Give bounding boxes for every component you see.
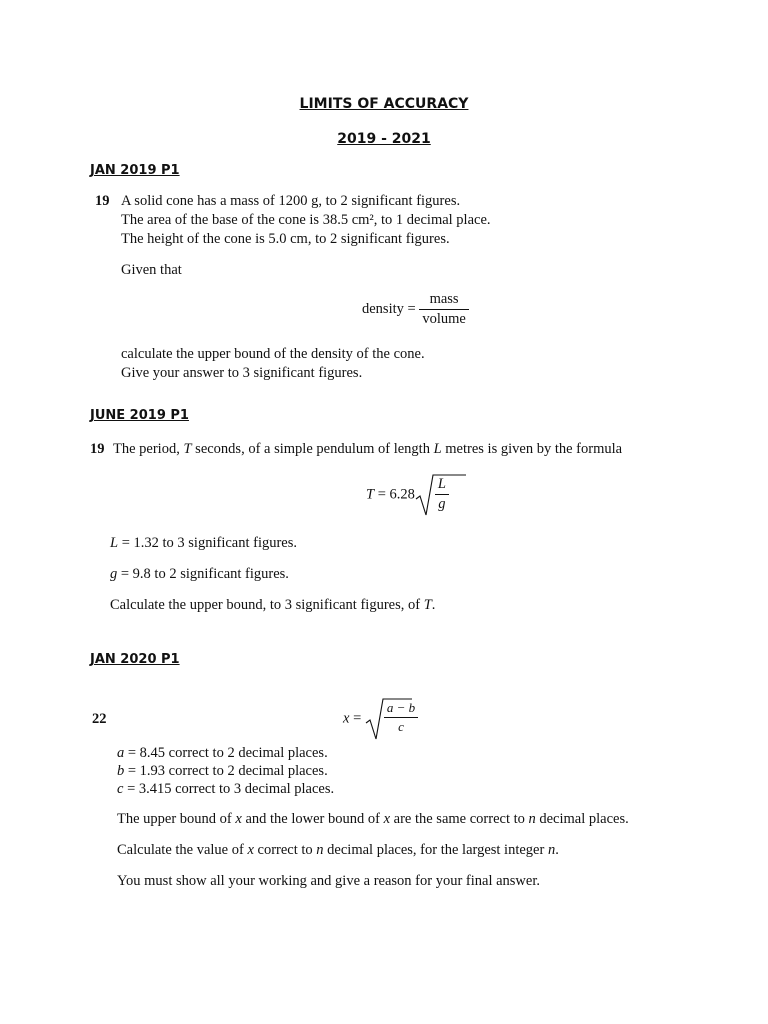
density-formula [362,291,469,328]
text-span: = 1.93 correct to 2 decimal places. [124,763,328,779]
variable-x: x [383,811,391,827]
square-root [365,697,416,741]
variable-T: T [366,486,375,503]
text-span: decimal places, for the largest integer [323,842,548,858]
fraction [384,700,418,735]
variable-x: x [343,710,350,727]
question-intro [113,441,622,458]
variable-a: a [117,745,125,761]
question-number: 19 [95,193,110,209]
text-span: seconds, of a simple pendulum of length [191,441,434,457]
question-text-line: calculate the upper bound of the density of the cone. [121,346,425,362]
text-span: decimal places. [535,811,629,827]
statement-text [117,811,629,828]
text-span: Calculate the value of [117,842,248,858]
section-label-jan-2020: JAN 2020 P1 [90,652,180,667]
fraction [419,291,469,328]
section-label-june-2019: JUNE 2019 P1 [90,408,189,423]
task-text [110,597,435,614]
variable-g: g [110,566,118,582]
fraction-denominator: g [438,496,446,512]
section-label-jan-2019: JAN 2019 P1 [90,163,180,178]
instruction-text: You must show all your working and give a reason for your final answer. [117,873,540,889]
square-root [415,473,467,517]
variable-L: L [433,441,442,457]
text-span: correct to [253,842,317,858]
question-text-line: The area of the base of the cone is 38.5 cm², to 1 decimal place. [121,212,491,228]
text-span: The period, [113,441,184,457]
given-L [110,535,297,552]
formula-lhs: = [349,710,365,727]
text-span: = 1.32 to 3 significant figures. [118,535,298,551]
text-span: . [555,842,559,858]
text-span: and the lower bound of [241,811,384,827]
question-text-line: A solid cone has a mass of 1200 g, to 2 significant figures. [121,193,461,209]
text-span: = 8.45 correct to 2 decimal places. [124,745,328,761]
question-text-line: Give your answer to 3 significant figures. [121,365,363,381]
variable-n: n [547,842,556,858]
text-span: = 3.415 correct to 3 decimal places. [123,781,335,797]
text-span: Calculate the upper bound, to 3 significant figures, of [110,597,424,613]
formula-lhs: density = [362,301,416,317]
variable-n: n [316,842,324,858]
x-formula [343,697,416,741]
question-number: 22 [92,711,107,727]
fraction [435,476,449,513]
variable-T: T [423,597,432,613]
given-b [117,763,328,780]
variable-n: n [528,811,536,827]
calc-text [117,842,559,859]
text-span: The upper bound of [117,811,236,827]
fraction-denominator: volume [422,311,466,327]
variable-x: x [247,842,254,858]
fraction-numerator: mass [419,291,469,310]
variable-T: T [183,441,192,457]
variable-b: b [117,763,125,779]
question-text-line: The height of the cone is 5.0 cm, to 2 significant figures. [121,231,450,247]
variable-x: x [235,811,242,827]
given-that-text: Given that [121,262,182,278]
given-a [117,745,328,762]
given-g [110,566,289,583]
page-title: LIMITS OF ACCURACY [299,96,469,112]
given-c [117,781,334,798]
period-formula [366,473,467,517]
fraction-numerator: a − b [384,700,418,718]
question-number: 19 [90,441,105,457]
fraction-denominator: c [398,719,404,734]
text-span: . [431,597,436,613]
formula-lhs: = 6.28 [374,486,415,503]
text-span: metres is given by the formula [441,441,623,457]
variable-L: L [110,535,119,551]
page-subtitle: 2019 - 2021 [337,131,431,147]
variable-c: c [117,781,124,797]
text-span: are the same correct to [390,811,529,827]
fraction-numerator: L [435,476,449,495]
text-span: = 9.8 to 2 significant figures. [117,566,289,582]
